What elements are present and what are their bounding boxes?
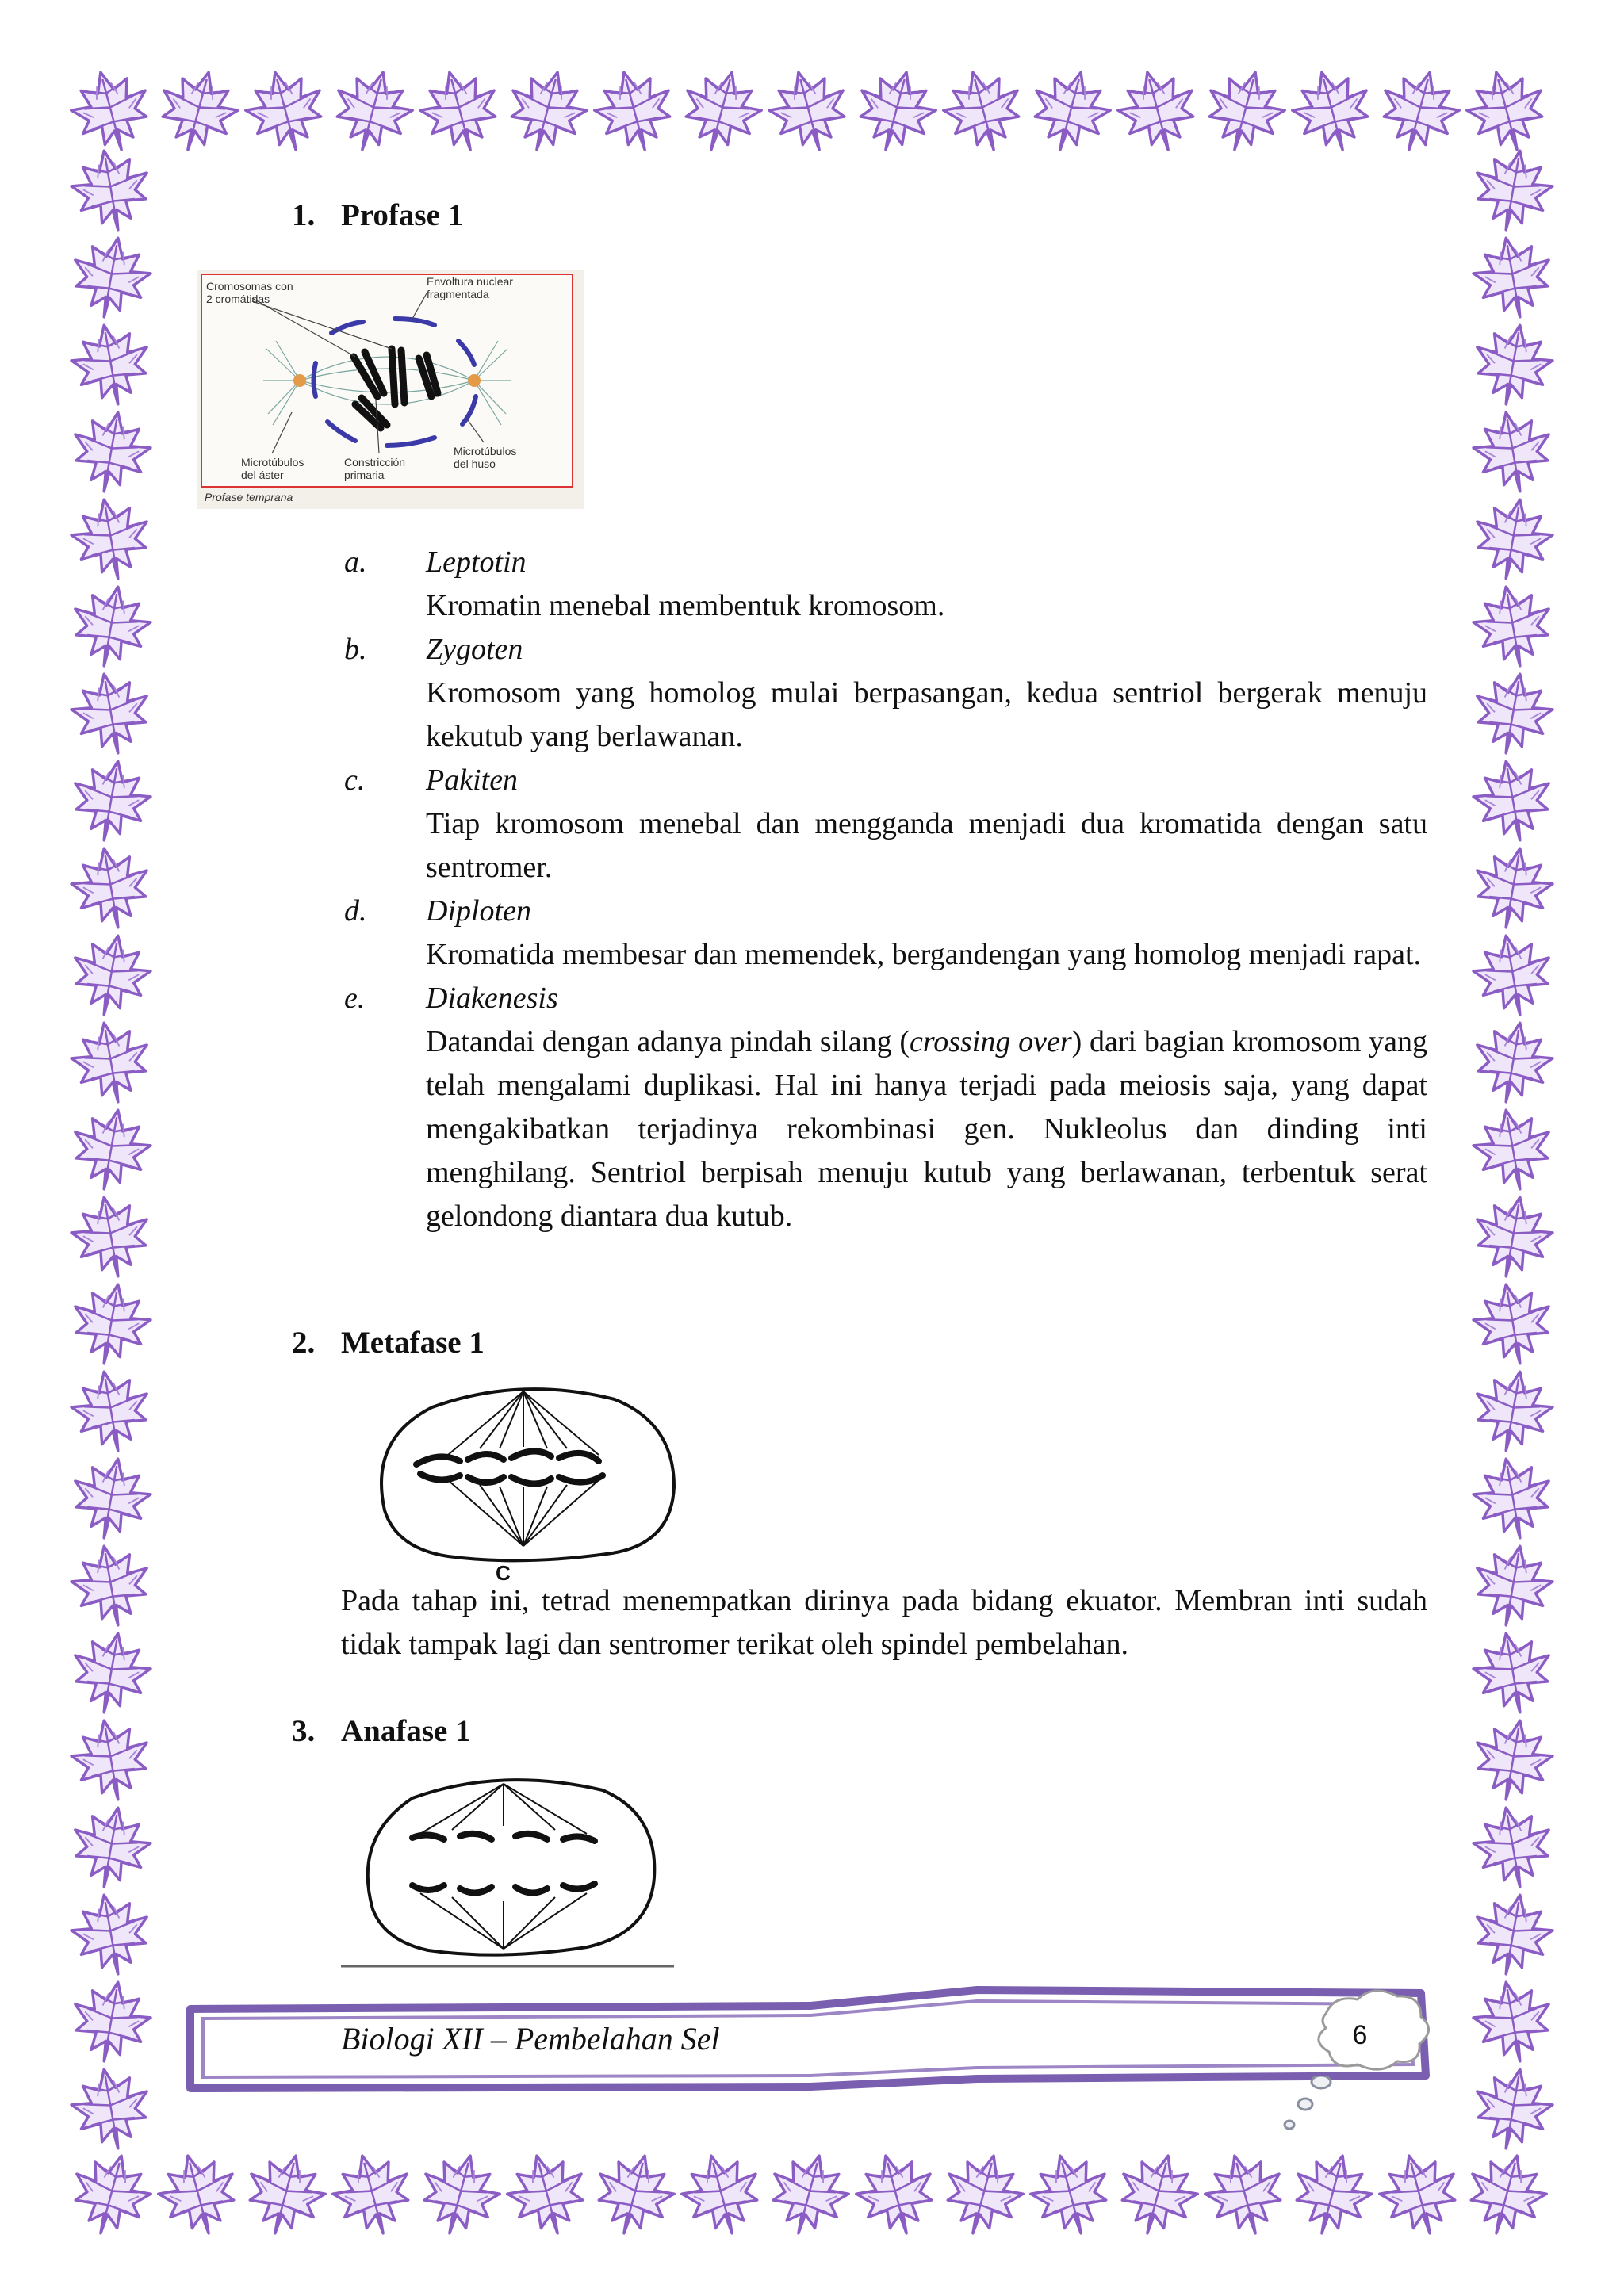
stage-description: Kromosom yang homolog mulai berpasangan, kedua sentriol bergerak menuju kekutub yang berlawanan. [426,676,1427,753]
maple-leaf-icon [1285,2146,1380,2244]
maple-leaf-icon [1469,1452,1558,1544]
label-del-aster: del áster [241,469,284,481]
stage-description: Kromatin menebal membentuk kromosom. [426,589,945,622]
maple-leaf-icon [67,580,156,672]
maple-leaf-icon [67,1627,156,1719]
maple-leaf-icon [936,63,1031,160]
label-cromatidas: 2 cromátidas [206,293,270,305]
maple-leaf-icon [67,232,156,323]
stage-description [426,1020,1427,1238]
section-heading-anafase [292,1712,471,1751]
thought-bubbles-icon [1269,2076,1332,2155]
stage-item-diploten [344,890,1427,977]
label-primaria: primaria [344,469,385,481]
section-number: 2. [292,1326,316,1360]
maple-leaf-icon [67,1452,156,1544]
maple-leaf-icon [1459,2146,1554,2244]
maple-leaf-icon [1372,2146,1467,2244]
maple-leaf-icon [1469,1365,1558,1457]
figure-label-c: C [496,1561,511,1582]
maple-leaf-icon [1469,755,1558,847]
section-title: Anafase 1 [341,1714,471,1748]
profase-stage-list [344,541,1427,1238]
maple-leaf-icon [936,2146,1031,2244]
maple-leaf-icon [1469,1016,1558,1108]
stage-letter: b. [344,633,367,666]
maple-leaf-icon [67,319,156,411]
maple-leaf-icon [1469,1104,1558,1196]
maple-leaf-icon [674,63,769,160]
maple-leaf-icon [587,2146,682,2244]
footer-title: Biologi XII – Pembelahan Sel [341,2021,720,2057]
stage-item-zygoten [344,628,1427,759]
maple-leaf-icon [1469,1888,1558,1980]
maple-leaf-icon [67,668,156,760]
maple-leaf-icon [325,63,420,160]
stage-description: Tiap kromosom menebal dan mengganda menjadi dua kromatida dengan satu sentromer. [426,807,1427,884]
maple-leaf-icon [1197,63,1293,160]
label-microtubulos-huso: Microtúbulos [454,445,517,457]
section-number: 3. [292,1714,316,1748]
maple-leaf-icon [412,2146,508,2244]
maple-leaf-icon [412,63,508,160]
label-microtubulos-aster: Microtúbulos [241,456,304,469]
stage-item-pakiten [344,759,1427,890]
maple-leaf-icon [1469,319,1558,411]
maple-leaf-icon [1110,63,1205,160]
maple-leaf-icon [67,842,156,934]
maple-leaf-icon [1469,1278,1558,1370]
maple-leaf-icon [1459,63,1554,160]
label-cromosomas: Cromosomas con [206,280,293,293]
profase-diagram [197,270,584,509]
stage-letter: d. [344,894,367,928]
maple-leaf-icon [1469,493,1558,585]
maple-leaf-icon [63,63,159,160]
maple-leaf-icon [67,1278,156,1370]
maple-leaf-icon [67,755,156,847]
maple-leaf-icon [1372,63,1467,160]
maple-leaf-icon [674,2146,769,2244]
stage-term: Diploten [426,894,531,928]
label-fragmentada: fragmentada [427,288,489,300]
maple-leaf-icon [67,1801,156,1893]
maple-leaf-icon [1469,842,1558,934]
maple-leaf-icon [151,2146,246,2244]
maple-leaf-icon [761,63,856,160]
maple-leaf-icon [67,1888,156,1980]
maple-leaf-icon [67,144,156,236]
maple-leaf-icon [1285,63,1380,160]
maple-leaf-icon [67,1714,156,1806]
maple-leaf-icon [67,1365,156,1457]
stage-term: Zygoten [426,633,523,666]
metafase-diagram [361,1376,686,1582]
stage-term: Leptotin [426,545,527,579]
maple-leaf-icon [67,493,156,585]
desc-text: ) dari bagian kromosom yang telah mengalami duplikasi. Hal ini hanya terjadi pada meiosis saja, yang dapat mengakibatkan terjadinya rekombinasi gen. Nukleolus dan dinding inti menghilang. Sentriol berpisah menuju kutub yang berlawanan, terbentuk serat gelondong diantara dua kutub. [426,1025,1427,1233]
section-title: Metafase 1 [341,1326,485,1360]
maple-leaf-icon [325,2146,420,2244]
maple-leaf-icon [500,2146,595,2244]
maple-leaf-icon [1197,2146,1293,2244]
figure-caption: Profase temprana [205,491,293,503]
maple-leaf-icon [1469,1191,1558,1283]
stage-letter: a. [344,545,367,579]
maple-leaf-icon [67,1540,156,1632]
label-constriccion: Constricción [344,456,406,469]
stage-item-diakenesis [344,977,1427,1238]
maple-leaf-icon [1469,580,1558,672]
maple-leaf-icon [500,63,595,160]
section-heading-profase [292,197,463,235]
label-envoltura: Envoltura nuclear [427,275,513,288]
maple-leaf-icon [67,1191,156,1283]
section-number: 1. [292,198,316,232]
maple-leaf-icon [1469,668,1558,760]
section-heading-metafase [292,1324,485,1362]
maple-leaf-icon [67,1976,156,2068]
desc-text: Datandai dengan adanya pindah silang ( [426,1025,910,1058]
anafase-diagram [341,1766,682,1974]
maple-leaf-icon [63,2146,159,2244]
stage-term: Pakiten [426,763,519,797]
stage-term: Diakenesis [426,982,558,1015]
maple-leaf-icon [1469,1627,1558,1719]
maple-leaf-icon [151,63,246,160]
maple-leaf-icon [238,2146,333,2244]
maple-leaf-icon [67,1016,156,1108]
maple-leaf-icon [1110,2146,1205,2244]
maple-leaf-icon [1469,144,1558,236]
page-number: 6 [1352,2020,1368,2050]
maple-leaf-icon [1469,1540,1558,1632]
maple-leaf-icon [67,929,156,1021]
maple-leaf-icon [67,406,156,498]
maple-leaf-icon [1469,406,1558,498]
label-del-huso: del huso [454,457,496,470]
maple-leaf-icon [1469,2063,1558,2155]
maple-leaf-icon [1469,1714,1558,1806]
stage-description: Kromatida membesar dan memendek, bergandengan yang homolog menjadi rapat. [426,938,1422,971]
maple-leaf-icon [587,63,682,160]
maple-leaf-icon [761,2146,856,2244]
maple-leaf-icon [67,2063,156,2155]
maple-leaf-icon [1469,1976,1558,2068]
maple-leaf-icon [67,1104,156,1196]
maple-leaf-icon [1023,2146,1118,2244]
maple-leaf-icon [848,63,944,160]
maple-leaf-icon [1469,232,1558,323]
maple-leaf-icon [1023,63,1118,160]
desc-italic-term: crossing over [909,1025,1072,1058]
maple-leaf-icon [238,63,333,160]
stage-item-leptotin [344,541,1427,628]
metafase-paragraph: Pada tahap ini, tetrad menempatkan dirinya pada bidang ekuator. Membran inti sudah tidak tampak lagi dan sentromer terikat oleh spindel pembelahan. [341,1584,1427,1661]
maple-leaf-icon [848,2146,944,2244]
stage-letter: c. [344,763,366,797]
section-title: Profase 1 [341,198,464,232]
maple-leaf-icon [1469,929,1558,1021]
maple-leaf-icon [1469,1801,1558,1893]
stage-letter: e. [344,982,366,1015]
